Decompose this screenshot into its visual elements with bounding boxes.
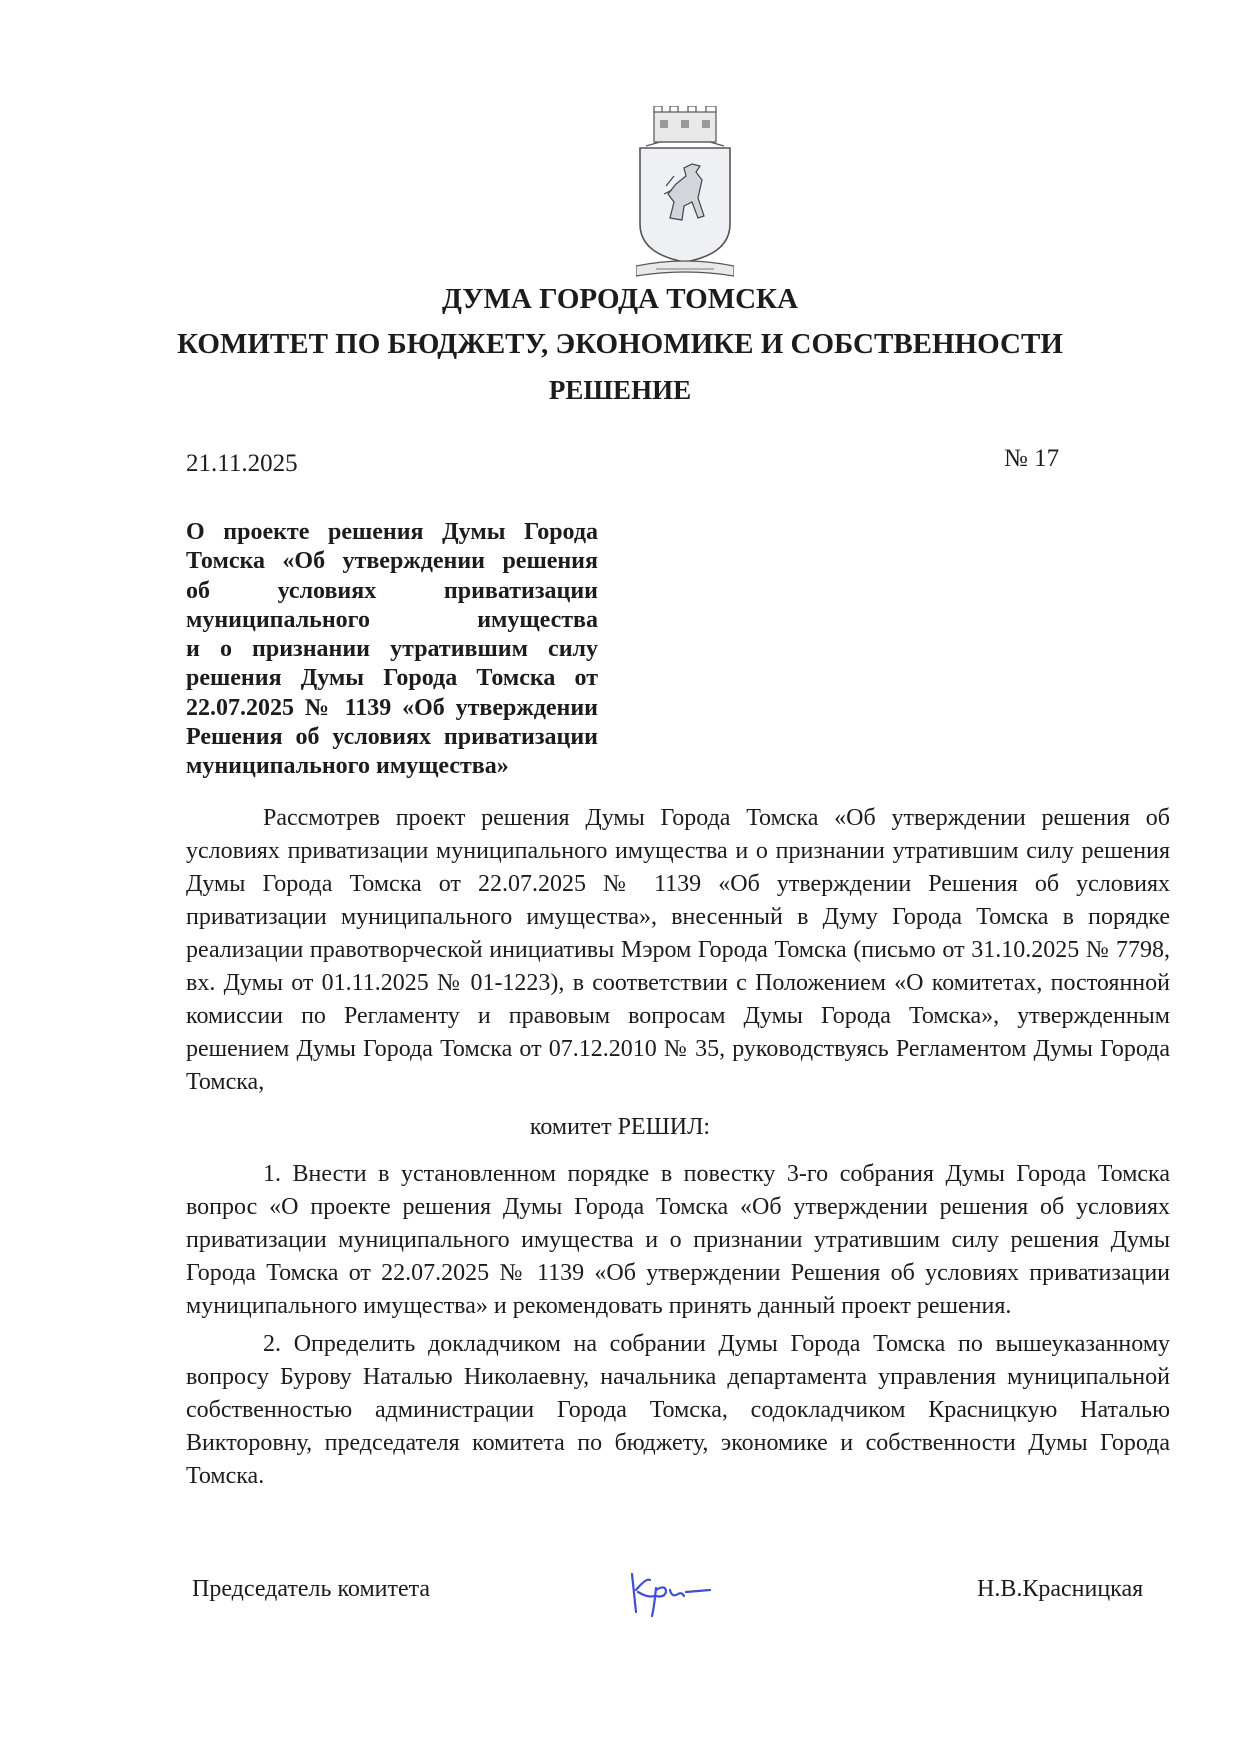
committee-title: КОМИТЕТ ПО БЮДЖЕТУ, ЭКОНОМИКЕ И СОБСТВЕННОСТИ [177, 328, 1063, 360]
subject-line: решения Думы Города Томска от [186, 665, 598, 692]
subject-line: Томска «Об утверждении решения [186, 548, 598, 575]
resolved-heading: комитет РЕШИЛ: [529, 1114, 711, 1140]
signatory-name: Н.В.Красницкая [977, 1576, 1144, 1602]
preamble-paragraph: Рассмотрев проект решения Думы Города Томска «Об утверждении решения об условиях приватизации муниципального имущества и о признании утратившим силу решения Думы Города Томска от 22.07.2025 № 1139 «Об утверждении Решения об условиях приватизации муниципального имущества», внесенный в Думу Города Томска в порядке реализации правотворческой инициативы Мэром Города Томска (письмо от 31.10.2025 № 7798, вх. Думы от 01.11.2025 № 01-1223), в соответствии с Положением «О комитетах, постоянной комиссии по Регламенту и правовым вопросам Думы Города Томска», утвержденным решением Думы Города Томска от 07.12.2010 № 35, руководствуясь Регламентом Думы Города Томска, [186, 805, 1170, 1095]
decision-item-2: 2. Определить докладчиком на собрании Думы Города Томска по вышеуказанному вопросу Бурову Наталью Николаевну, начальника департамента управления муниципальной собственностью администрации Города Томска, содокладчиком Красницкую Наталью Викторовну, председателя комитета по бюджету, экономике и собственности Думы Города Томска. [186, 1331, 1170, 1489]
tomsk-coat-of-arms-icon [636, 106, 734, 278]
subject-line: Решения об условиях приватизации [186, 724, 598, 751]
subject-line: муниципального имущества» [186, 753, 509, 780]
subject-line: и о признании утратившим силу [186, 636, 598, 663]
organization-title: ДУМА ГОРОДА ТОМСКА [441, 283, 799, 315]
document-date: 21.11.2025 [186, 450, 298, 477]
subject-line: муниципального имущества [186, 606, 598, 633]
document-number: № 17 [1004, 445, 1060, 472]
decision-item-1: 1. Внести в установленном порядке в повестку 3-го собрания Думы Города Томска вопрос «О проекте решения Думы Города Томска «Об утверждении решения об условиях приватизации муниципального имущества и о признании утратившим силу решения Думы Города Томска от 22.07.2025 № 1139 «Об утверждении Решения об условиях приватизации муниципального имущества» и рекомендовать принять данный проект решения. [186, 1161, 1170, 1319]
signatory-title: Председатель комитета [192, 1576, 431, 1602]
subject-line: 22.07.2025 № 1139 «Об утверждении [186, 694, 598, 721]
subject-line: об условиях приватизации [186, 577, 598, 604]
document-subject [186, 518, 598, 782]
handwritten-signature [626, 1566, 714, 1620]
subject-line: О проекте решения Думы Города [186, 519, 598, 545]
document-type: РЕШЕНИЕ [548, 375, 692, 405]
